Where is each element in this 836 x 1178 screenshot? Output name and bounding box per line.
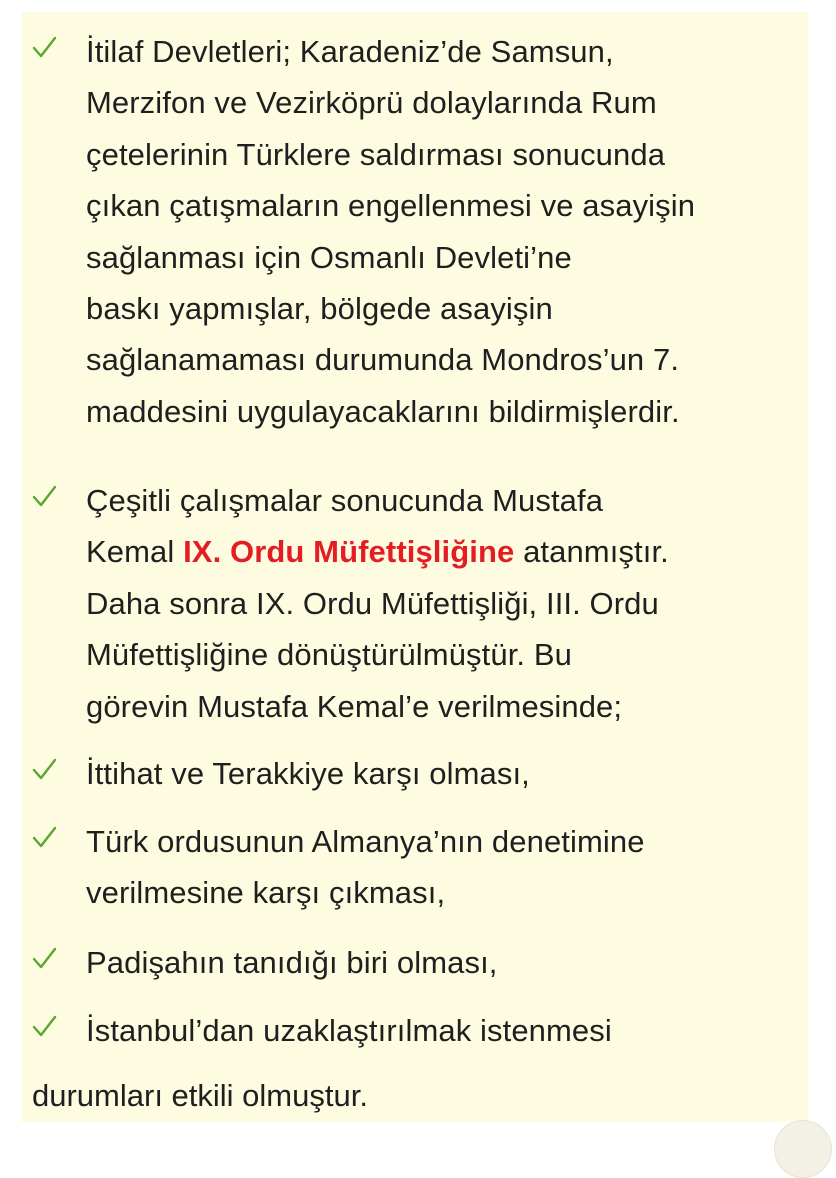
text-line: görevin Mustafa Kemal’e verilmesinde; (86, 688, 623, 724)
checkmark-icon (30, 475, 58, 515)
bullet-item-text (86, 816, 806, 919)
text-segment: Kemal (86, 534, 184, 570)
text-line: sağlanması için Osmanlı Devleti’ne (86, 239, 572, 275)
text-line: İstanbul’dan uzaklaştırılmak istenmesi (86, 1013, 612, 1048)
bullet-item-text (86, 26, 806, 437)
text-segment: atanmıştır. (514, 534, 669, 570)
closing-text: durumları etkili olmuştur. (32, 1078, 368, 1113)
content-panel (22, 12, 808, 1122)
bullet-item-text (86, 937, 806, 988)
text-line: Merzifon ve Vezirköprü dolaylarında Rum (86, 85, 657, 121)
text-line: çıkan çatışmaların engellenmesi ve asayişin (86, 188, 696, 224)
text-line: İttihat ve Terakkiye karşı olması, (86, 756, 530, 791)
checkmark-icon (30, 816, 58, 856)
text-line: çetelerinin Türklere saldırması sonucunda (86, 136, 666, 172)
text-line: maddesini uygulayacaklarını bildirmişlerdir. (86, 393, 680, 429)
text-line: Çeşitli çalışmalar sonucunda Mustafa (86, 483, 604, 518)
bullet-item-text (86, 748, 806, 799)
bullet-item-text (86, 475, 806, 732)
text-line: Türk ordusunun Almanya’nın denetimine (86, 824, 645, 859)
text-line (86, 526, 806, 577)
text-line: baskı yapmışlar, bölgede asayişin (86, 291, 553, 327)
text-line: Padişahın tanıdığı biri olması, (86, 945, 498, 980)
text-line: sağlanamaması durumunda Mondros’un 7. (86, 342, 680, 378)
text-line: Daha sonra IX. Ordu Müfettişliği, III. Ordu (86, 585, 659, 621)
text-line: verilmesine karşı çıkması, (86, 875, 446, 911)
checkmark-icon (30, 748, 58, 788)
scroll-button[interactable] (774, 1120, 832, 1178)
highlighted-text: IX. Ordu Müfettişliğine (183, 534, 515, 570)
checkmark-icon (30, 937, 58, 977)
text-line: İtilaf Devletleri; Karadeniz’de Samsun, (86, 34, 614, 69)
checkmark-icon (30, 26, 58, 66)
bullet-item-text (86, 1005, 806, 1056)
checkmark-icon (30, 1005, 58, 1045)
text-line: Müfettişliğine dönüştürülmüştür. Bu (86, 637, 572, 673)
